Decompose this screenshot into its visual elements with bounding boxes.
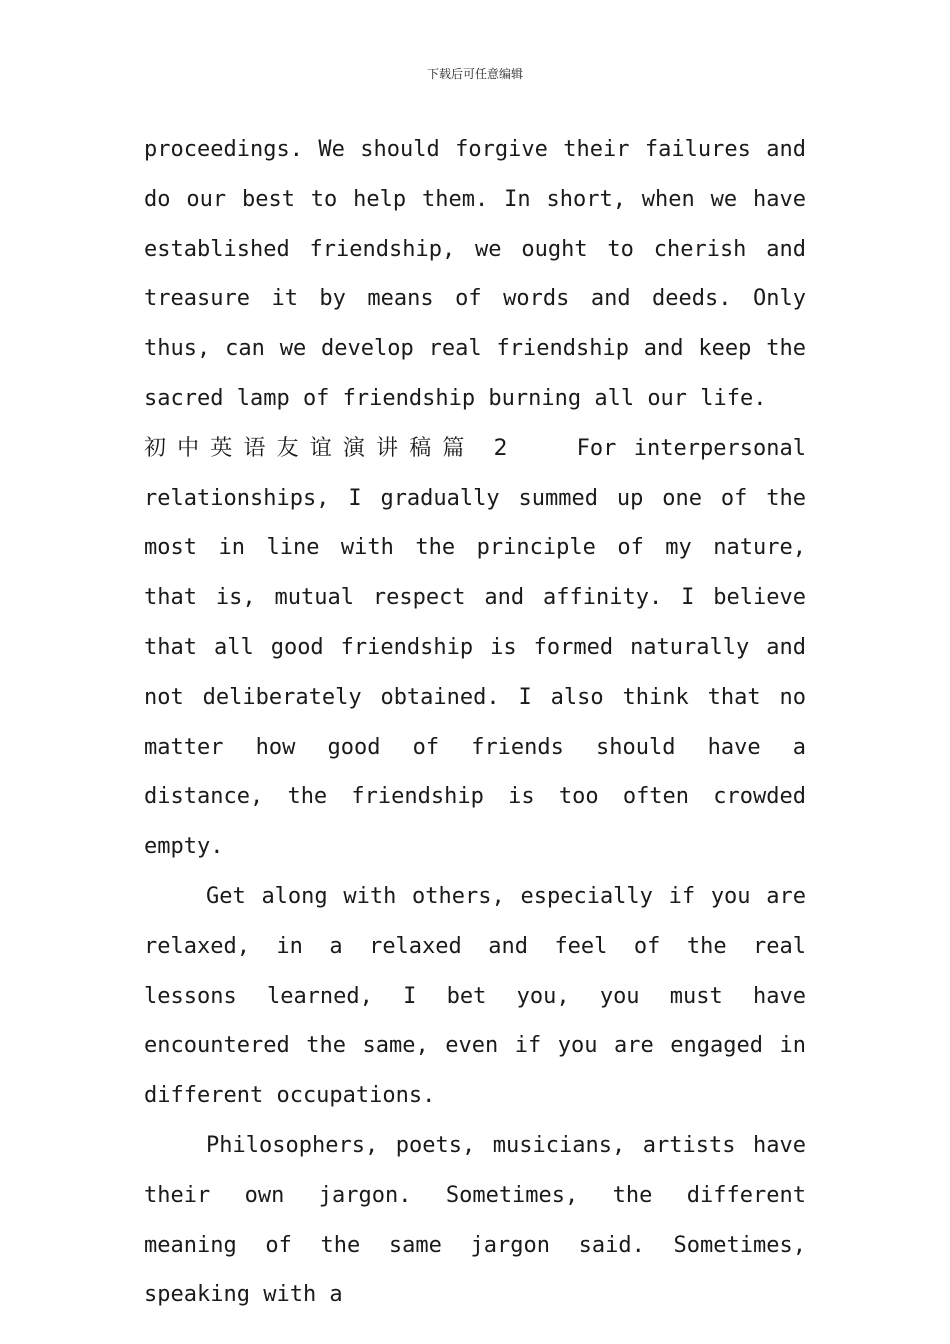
paragraph-2 [144, 424, 806, 872]
paragraph-2-text: For interpersonal relationships, I gradually summed up one of the most in line with the principle of my nature, that is, mutual respect and affinity. I believe that all good friendship is formed naturally and not deliberately obtained. I also think that no matter how good of friends should have a distance, the friendship is too often crowded empty. [144, 435, 806, 860]
section-heading: 初中英语友谊演讲稿篇 2 [144, 435, 515, 461]
document-body [144, 125, 806, 1320]
paragraph-4: Philosophers, poets, musicians, artists have their own jargon. Sometimes, the different meaning of the same jargon said. Sometimes, speaking with a [144, 1132, 806, 1308]
paragraph-1: proceedings. We should forgive their failures and do our best to help them. In short, when we have established friendship, we ought to cherish and treasure it by means of words and deeds. Only thus, can we develop real friendship and keep the sacred lamp of friendship burning all our life. [144, 137, 806, 411]
paragraph-3: Get along with others, especially if you are relaxed, in a relaxed and feel of the real lessons learned, I bet you, you must have encountered the same, even if you are engaged in different occupations. [144, 883, 806, 1109]
page-header: 下载后可任意编辑 [426, 67, 523, 81]
